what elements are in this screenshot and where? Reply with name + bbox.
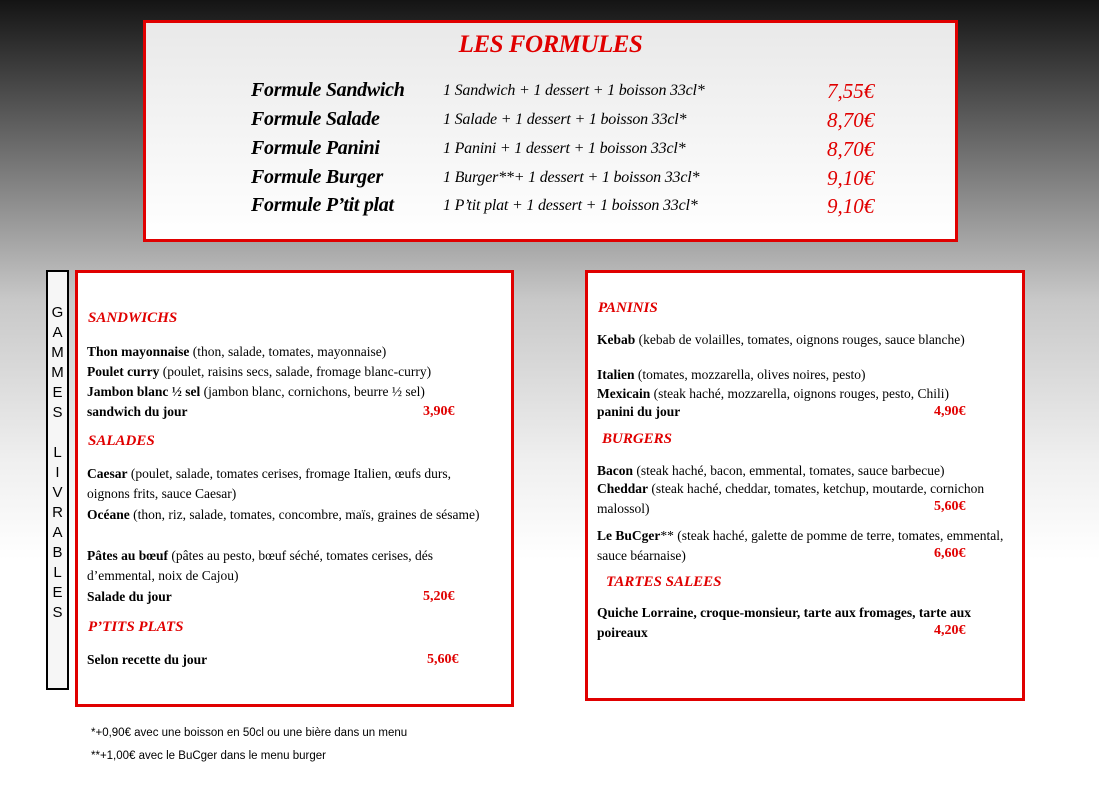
side-letter: M [51, 344, 64, 361]
item-detail: (steak haché, bacon, emmental, tomates, sauce barbecue) [633, 463, 945, 478]
footnote-boisson: *+0,90€ avec une boisson en 50cl ou une bière dans un menu [91, 727, 408, 739]
section-title-burgers: BURGERS [602, 431, 673, 447]
price-salade: 5,20€ [423, 589, 455, 604]
formules-panel [143, 20, 958, 242]
side-letter: S [52, 604, 63, 621]
side-letter: A [52, 324, 63, 341]
price-bucger: 6,60€ [934, 546, 966, 561]
item-name: Le BuCger [597, 528, 661, 543]
formule-name: Formule Sandwich [251, 79, 405, 101]
side-letter: L [53, 564, 62, 581]
menu-item-du-jour [597, 402, 680, 422]
item-name: Jambon blanc ½ sel [87, 384, 201, 399]
side-letter: L [53, 444, 62, 461]
side-letter: R [52, 504, 63, 521]
item-name: Caesar [87, 466, 128, 481]
item-name: Pâtes au bœuf [87, 548, 169, 563]
item-name: sandwich du jour [87, 404, 188, 419]
formule-name: Formule Panini [251, 137, 380, 159]
menu-item-du-jour [87, 402, 188, 422]
item-detail: (poulet, salade, tomates cerises, fromage Italien, œufs durs, oignons frits, sauce Caesar) [87, 466, 452, 501]
menu-item [87, 505, 497, 525]
side-letter: G [51, 304, 64, 321]
section-title-sandwichs: SANDWICHS [88, 310, 178, 326]
item-name: Océane [87, 507, 130, 522]
side-letter: S [52, 404, 63, 421]
menu-item [87, 464, 482, 504]
menu-left-panel [75, 270, 514, 707]
menu-item [597, 384, 1022, 404]
side-letter: E [52, 584, 63, 601]
formule-desc: 1 P’tit plat + 1 dessert + 1 boisson 33cl* [443, 197, 698, 214]
side-letter: E [52, 384, 63, 401]
item-detail: (poulet, raisins secs, salade, fromage blanc-curry) [159, 364, 432, 379]
price-ptit-plat: 5,60€ [427, 652, 459, 667]
item-detail: (jambon blanc, cornichons, beurre ½ sel) [200, 384, 425, 399]
item-name: Poulet curry [87, 364, 160, 379]
side-letter: V [52, 484, 63, 501]
item-name: panini du jour [597, 404, 681, 419]
item-detail: (thon, salade, tomates, mayonnaise) [189, 344, 387, 359]
menu-item [87, 546, 497, 586]
side-letter: M [51, 364, 64, 381]
formule-desc: 1 Salade + 1 dessert + 1 boisson 33cl* [443, 111, 687, 128]
section-title-ptits-plats: P’TITS PLATS [88, 619, 184, 635]
formule-name: Formule Burger [251, 166, 383, 188]
item-name: Bacon [597, 463, 634, 478]
formule-desc: 1 Sandwich + 1 dessert + 1 boisson 33cl* [443, 82, 705, 99]
item-detail: (kebab de volailles, tomates, oignons rouges, sauce blanche) [635, 332, 965, 347]
item-name: Cheddar [597, 481, 649, 496]
formule-desc: 1 Burger**+ 1 dessert + 1 boisson 33cl* [443, 169, 700, 186]
item-detail: (steak haché, mozzarella, oignons rouges, pesto, Chili) [650, 386, 950, 401]
menu-item [597, 479, 992, 519]
formule-price: 9,10€ [827, 194, 875, 218]
section-title-paninis: PANINIS [598, 300, 658, 316]
gammes-livrables-label [46, 270, 69, 690]
formule-price: 7,55€ [827, 79, 875, 103]
menu-item [87, 362, 507, 382]
item-detail: ** (steak haché, galette de pomme de terre, tomates, emmental, sauce béarnaise) [597, 528, 1004, 563]
menu-item [87, 382, 507, 402]
formule-price: 8,70€ [827, 108, 875, 132]
side-letter: I [55, 464, 60, 481]
formule-desc: 1 Panini + 1 dessert + 1 boisson 33cl* [443, 140, 686, 157]
price-burger: 5,60€ [934, 499, 966, 514]
formule-name: Formule Salade [251, 108, 380, 130]
menu-item [87, 342, 497, 362]
item-detail: (tomates, mozzarella, olives noires, pesto) [634, 367, 866, 382]
item-name: Italien [597, 367, 635, 382]
formule-price: 8,70€ [827, 137, 875, 161]
side-letter: A [52, 524, 63, 541]
item-name: Selon recette du jour [87, 652, 208, 667]
item-name: Kebab [597, 332, 636, 347]
item-name: Salade du jour [87, 589, 172, 604]
item-name: Quiche Lorraine, croque-monsieur, tarte aux fromages, tarte aux poireaux [597, 605, 971, 640]
formule-name: Formule P’tit plat [251, 194, 394, 216]
menu-item [597, 461, 1022, 481]
section-title-tartes: TARTES SALEES [606, 574, 722, 590]
price-sandwich: 3,90€ [423, 404, 455, 419]
footnote-bucger: **+1,00€ avec le BuCger dans le menu burger [91, 750, 326, 762]
menu-item-du-jour [87, 650, 207, 670]
menu-item [597, 330, 997, 350]
side-letter: B [52, 544, 63, 561]
formules-title: LES FORMULES [458, 31, 643, 58]
formule-price: 9,10€ [827, 166, 875, 190]
menu-item [597, 365, 1017, 385]
section-title-salades: SALADES [88, 433, 155, 449]
item-name: Mexicain [597, 386, 651, 401]
item-name: Thon mayonnaise [87, 344, 190, 359]
item-detail: (thon, riz, salade, tomates, concombre, maïs, graines de sésame) [129, 507, 480, 522]
price-tarte: 4,20€ [934, 623, 966, 638]
item-detail: (steak haché, cheddar, tomates, ketchup, moutarde, cornichon malossol) [597, 481, 985, 516]
menu-item-du-jour [87, 587, 172, 607]
item-detail: (pâtes au pesto, bœuf séché, tomates cerises, dés d’emmental, noix de Cajou) [87, 548, 434, 583]
price-panini: 4,90€ [934, 404, 966, 419]
menu-right-panel [585, 270, 1025, 701]
